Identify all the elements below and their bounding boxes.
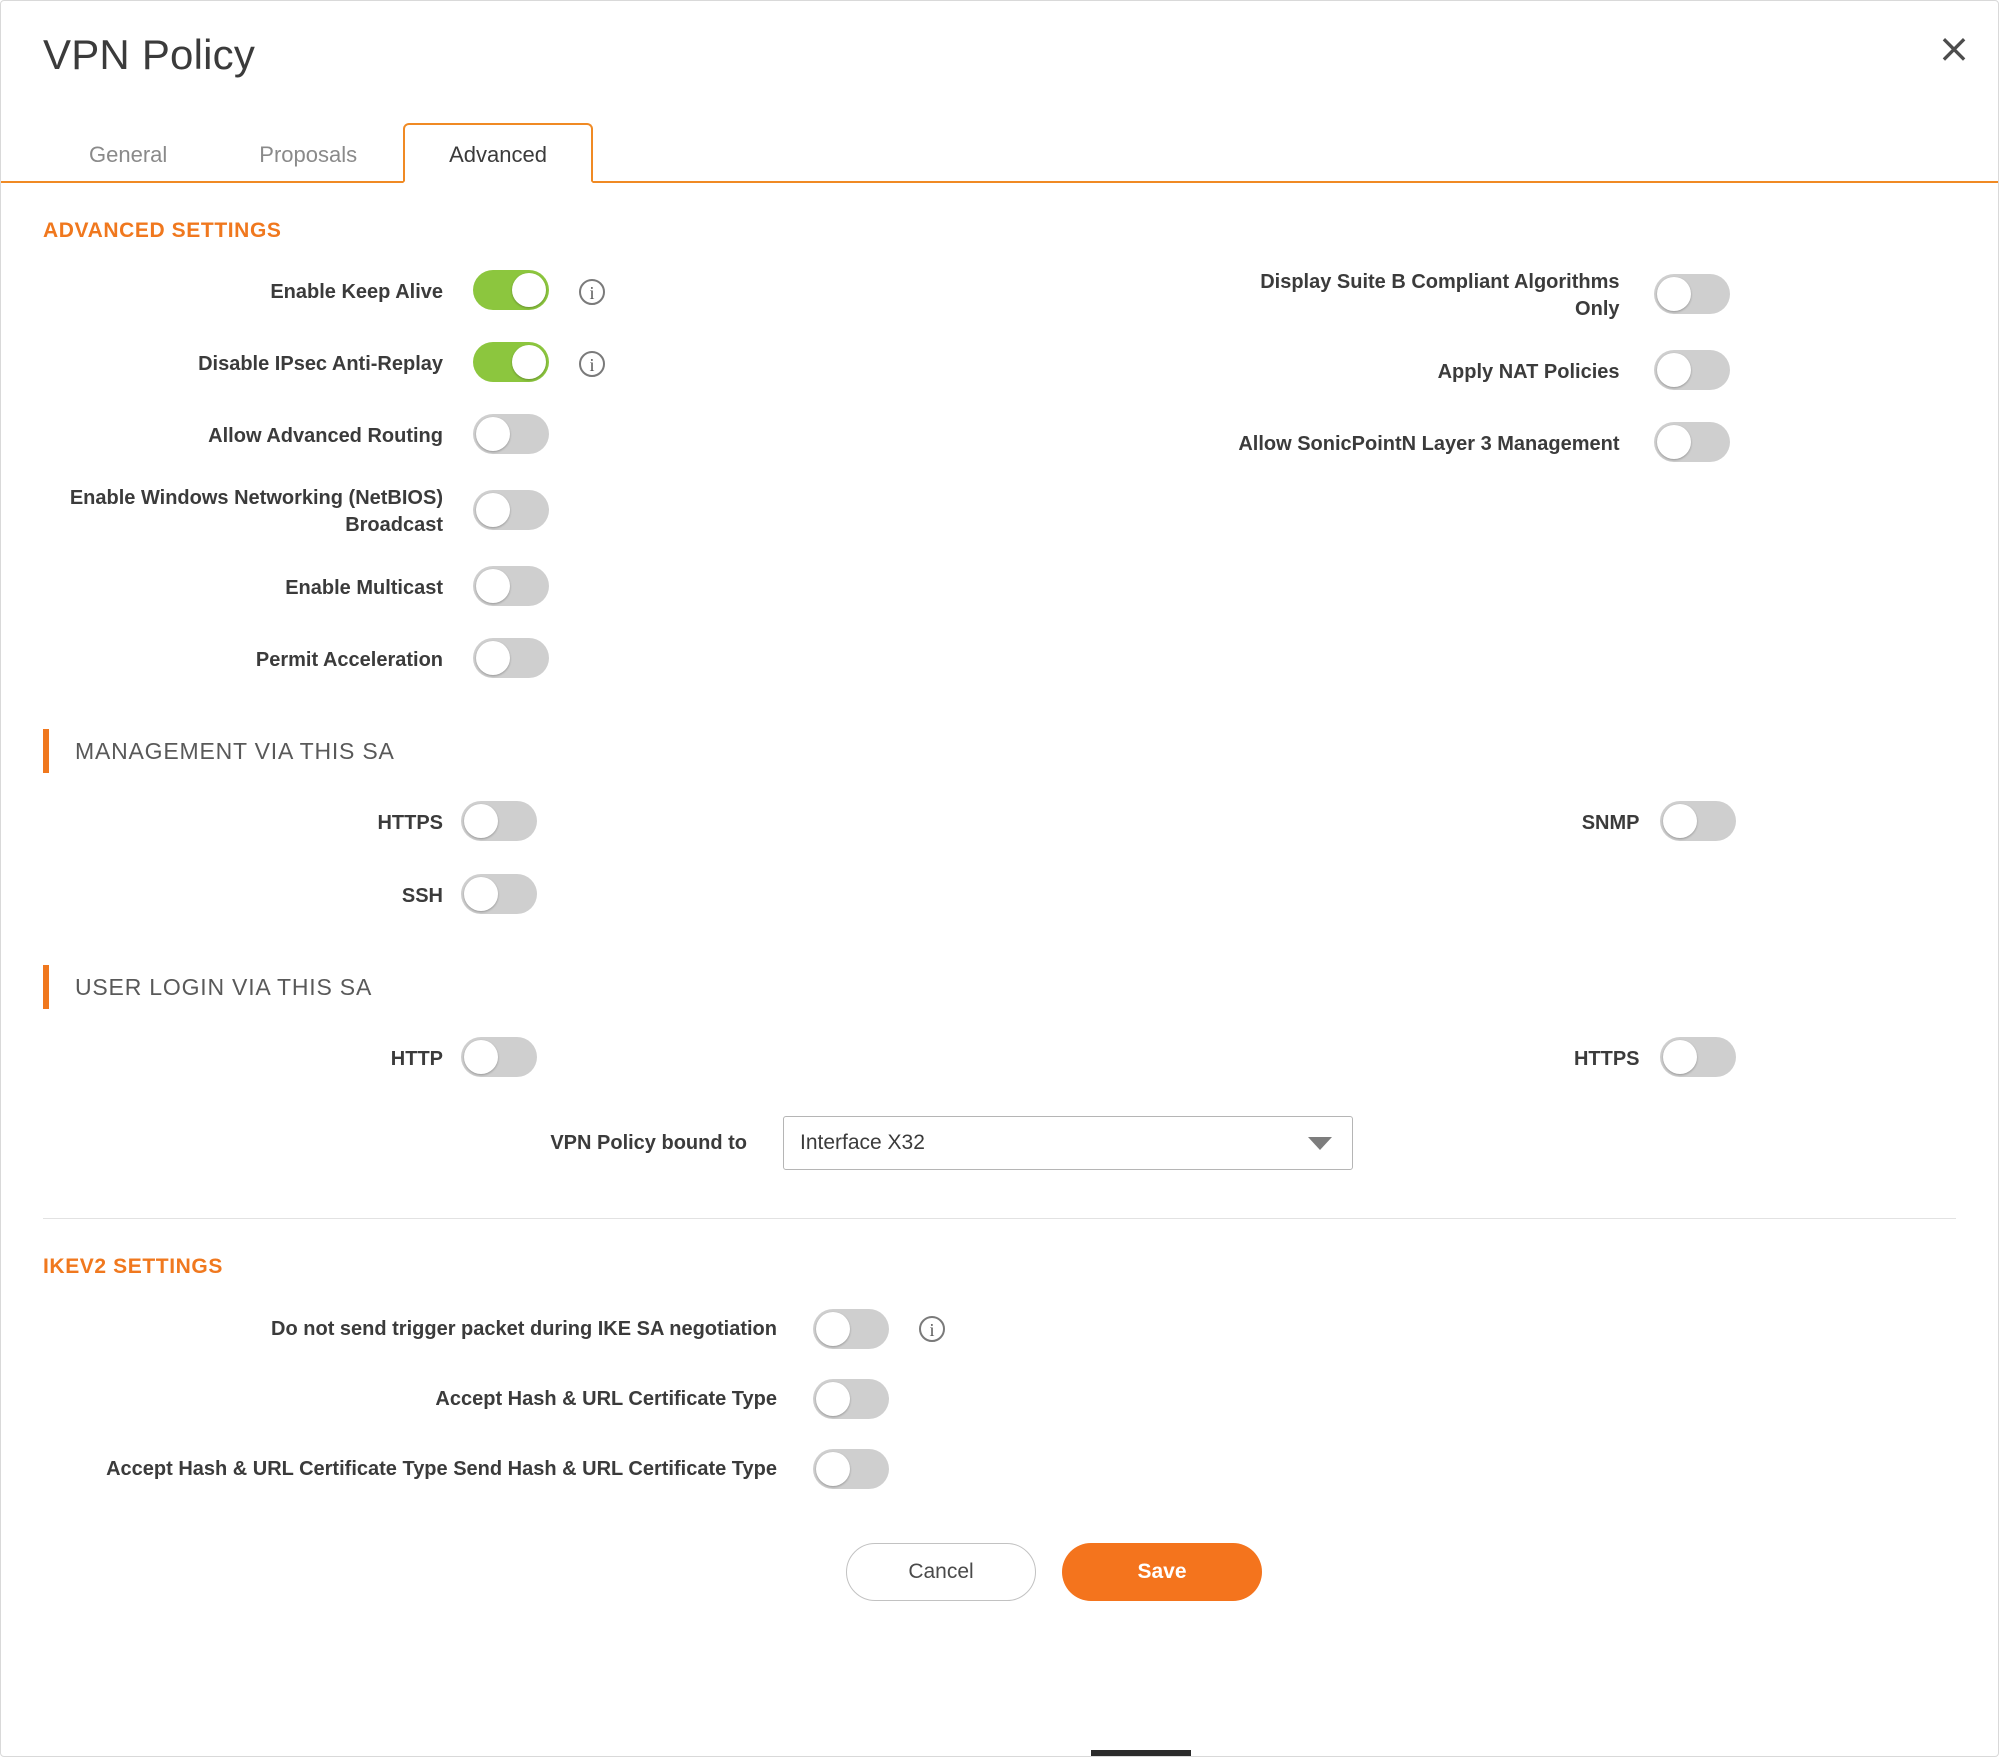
label-management-ssh: SSH: [401, 885, 443, 907]
row-management-ssh: [43, 874, 1000, 919]
advanced-settings-heading: ADVANCED SETTINGS: [43, 219, 282, 242]
toggle-apply-nat-policies[interactable]: [1654, 350, 1730, 390]
toggle-disable-ipsec-anti-replay-wrap: [473, 342, 549, 387]
toggle-knob: [1663, 804, 1697, 838]
toggle-management-ssh[interactable]: [461, 874, 537, 914]
label-management-snmp: SNMP: [1581, 812, 1640, 834]
row-management-https: [43, 801, 1000, 846]
toggle-knob: [1657, 277, 1691, 311]
toggle-enable-netbios-broadcast-wrap: [473, 490, 549, 535]
label-enable-multicast: Enable Multicast: [285, 576, 443, 599]
user-login-sa-grid: [1, 1009, 1998, 1082]
row-management-snmp: [1000, 801, 1957, 846]
toggle-permit-acceleration-wrap: [473, 638, 549, 683]
management-sa-heading: MANAGEMENT VIA THIS SA: [75, 737, 395, 764]
toggle-knob: [476, 493, 510, 527]
close-icon[interactable]: ×: [1937, 26, 1971, 72]
toggle-knob: [816, 1312, 850, 1346]
section-accent-bar: [43, 729, 49, 773]
toggle-permit-acceleration[interactable]: [473, 638, 549, 678]
toggle-send-hash-url-cert[interactable]: [813, 1449, 889, 1489]
toggle-enable-keep-alive-wrap: [473, 270, 549, 315]
toggle-knob: [1657, 353, 1691, 387]
toggle-user-login-http-wrap: [461, 1037, 537, 1082]
toggle-management-ssh-wrap: [461, 874, 537, 919]
label-allow-advanced-routing: Allow Advanced Routing: [208, 424, 443, 447]
toggle-allow-sonicpointn-l3-wrap: [1654, 422, 1730, 467]
dialog-actions: [1, 1543, 1998, 1601]
select-vpn-policy-bound-to-value: Interface X32: [800, 1131, 925, 1154]
bottom-strip: [1091, 1750, 1191, 1756]
select-vpn-policy-bound-to[interactable]: [783, 1116, 1353, 1170]
label-user-login-https: HTTPS: [1573, 1048, 1640, 1070]
advanced-settings-left-column: [43, 243, 1000, 683]
toggle-display-suite-b-wrap: [1654, 274, 1730, 319]
toggle-allow-advanced-routing[interactable]: [473, 414, 549, 454]
toggle-management-https-wrap: [461, 801, 537, 846]
label-allow-sonicpointn-l3: Allow SonicPointN Layer 3 Management: [1238, 432, 1620, 455]
toggle-management-https[interactable]: [461, 801, 537, 841]
toggle-management-snmp-wrap: [1660, 801, 1736, 846]
label-permit-acceleration: Permit Acceleration: [255, 648, 443, 671]
management-sa-left-column: [43, 773, 1000, 919]
user-login-sa-heading: USER LOGIN VIA THIS SA: [75, 973, 373, 1000]
chevron-down-icon[interactable]: [1308, 1137, 1332, 1150]
management-sa-grid: [1, 773, 1998, 919]
row-accept-hash-url-cert: [1, 1379, 1998, 1419]
label-disable-ipsec-anti-replay: Disable IPsec Anti-Replay: [198, 352, 443, 375]
user-login-sa-left-column: [43, 1009, 1000, 1082]
row-allow-advanced-routing: [43, 413, 1000, 459]
toggle-accept-hash-url-cert[interactable]: [813, 1379, 889, 1419]
tab-general[interactable]: General: [89, 142, 168, 167]
toggle-display-suite-b[interactable]: [1654, 274, 1730, 314]
toggle-knob: [816, 1452, 850, 1486]
toggle-apply-nat-policies-wrap: [1654, 350, 1730, 395]
tab-bar: [1, 121, 1998, 183]
label-send-hash-url-cert: Accept Hash & URL Certificate Type Send Hash & URL Certificate Type: [106, 1457, 777, 1480]
toggle-enable-netbios-broadcast[interactable]: [473, 490, 549, 530]
label-accept-hash-url-cert: Accept Hash & URL Certificate Type: [435, 1387, 777, 1410]
info-icon-no-trigger-packet[interactable]: i: [919, 1316, 945, 1342]
row-user-login-http: [43, 1037, 1000, 1082]
toggle-allow-sonicpointn-l3[interactable]: [1654, 422, 1730, 462]
toggle-user-login-https-wrap: [1660, 1037, 1736, 1082]
row-user-login-https: [1000, 1037, 1957, 1082]
tab-proposals[interactable]: Proposals: [259, 142, 358, 167]
toggle-knob: [464, 804, 498, 838]
toggle-knob: [476, 641, 510, 675]
row-enable-multicast: [43, 565, 1000, 611]
toggle-knob: [476, 569, 510, 603]
advanced-settings-grid: [1, 243, 1998, 683]
toggle-knob: [816, 1382, 850, 1416]
toggle-enable-multicast[interactable]: [473, 566, 549, 606]
label-no-trigger-packet: Do not send trigger packet during IKE SA negotiation: [271, 1317, 777, 1340]
ikev2-settings-heading: IKEV2 SETTINGS: [43, 1255, 223, 1278]
page-title: VPN Policy: [43, 31, 256, 78]
toggle-user-login-http[interactable]: [461, 1037, 537, 1077]
toggle-enable-multicast-wrap: [473, 566, 549, 611]
section-accent-bar: [43, 965, 49, 1009]
toggle-disable-ipsec-anti-replay[interactable]: [473, 342, 549, 382]
row-no-trigger-packet: [1, 1309, 1998, 1349]
label-apply-nat-policies: Apply NAT Policies: [1437, 360, 1620, 383]
toggle-knob: [512, 273, 546, 307]
toggle-enable-keep-alive[interactable]: [473, 270, 549, 310]
toggle-knob: [464, 877, 498, 911]
row-permit-acceleration: [43, 637, 1000, 683]
label-enable-netbios-broadcast: Enable Windows Networking (NetBIOS) Broadcast: [69, 487, 443, 536]
user-login-sa-heading-wrap: [1, 965, 1998, 1009]
label-enable-keep-alive: Enable Keep Alive: [270, 280, 443, 303]
toggle-knob: [476, 417, 510, 451]
row-apply-nat-policies: [1000, 349, 1957, 395]
toggle-knob: [1657, 425, 1691, 459]
management-sa-heading-wrap: [1, 729, 1998, 773]
row-enable-netbios-broadcast: [43, 485, 1000, 539]
row-send-hash-url-cert: [1, 1449, 1998, 1489]
toggle-user-login-https[interactable]: [1660, 1037, 1736, 1077]
user-login-sa-right-column: [1000, 1009, 1957, 1082]
row-vpn-policy-bound-to: [1, 1116, 1998, 1170]
label-management-https: HTTPS: [377, 812, 443, 834]
tab-advanced[interactable]: Advanced: [403, 123, 593, 183]
cancel-button[interactable]: Cancel: [846, 1543, 1036, 1601]
row-display-suite-b: [1000, 269, 1957, 323]
info-icon-disable-ipsec-anti-replay[interactable]: i: [579, 351, 605, 377]
toggle-allow-advanced-routing-wrap: [473, 414, 549, 459]
toggle-management-snmp[interactable]: [1660, 801, 1736, 841]
advanced-settings-right-column: [1000, 243, 1957, 683]
save-button[interactable]: Save: [1062, 1543, 1262, 1601]
row-enable-keep-alive: [43, 269, 1000, 315]
toggle-knob: [512, 345, 546, 379]
toggle-knob: [464, 1040, 498, 1074]
toggle-knob: [1663, 1040, 1697, 1074]
label-vpn-policy-bound-to: VPN Policy bound to: [550, 1131, 747, 1154]
management-sa-right-column: [1000, 773, 1957, 919]
toggle-no-trigger-packet[interactable]: [813, 1309, 889, 1349]
info-icon-enable-keep-alive[interactable]: i: [579, 279, 605, 305]
label-display-suite-b: Display Suite B Compliant Algorithms Only: [1260, 271, 1620, 320]
row-disable-ipsec-anti-replay: [43, 341, 1000, 387]
row-allow-sonicpointn-l3: [1000, 421, 1957, 467]
label-user-login-http: HTTP: [390, 1048, 443, 1070]
